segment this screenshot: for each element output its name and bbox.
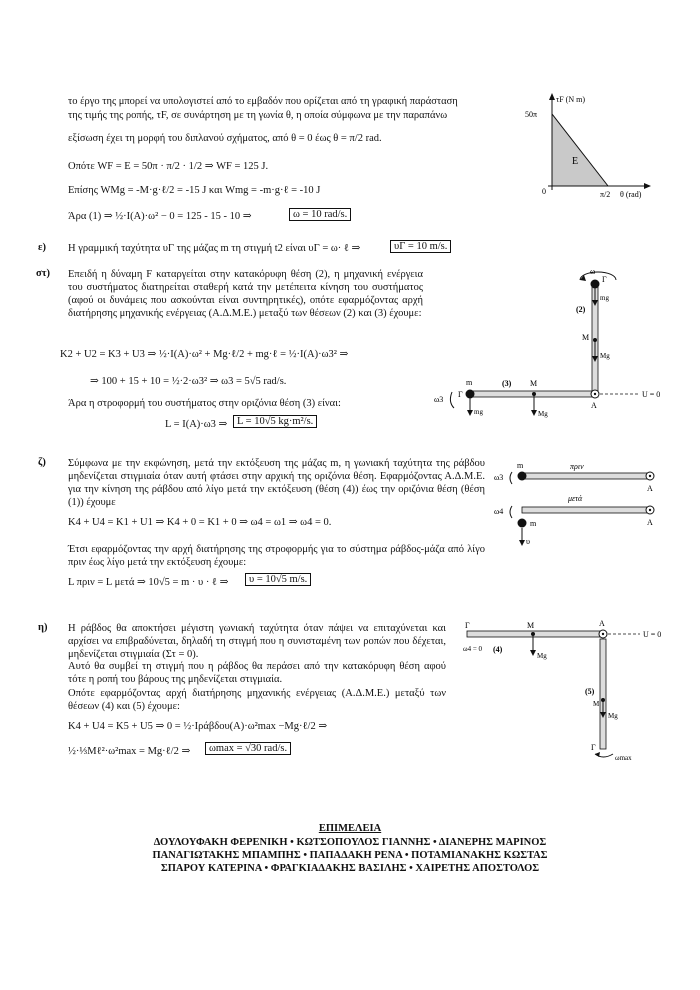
part-h-paragraph2: Αυτό θα συμβεί τη στιγμή που η ράβδος θα περάσει από την κατακόρυφη θέση αφού τότε η ροπή του βάρους της μηδενίζεται στιγμιαία. (68, 661, 446, 685)
fig-st-mg-left: mg (474, 408, 483, 416)
fig-z-after: μετά (568, 494, 583, 503)
fig-h-M: M (527, 621, 535, 630)
credits-line1: ΔΟΥΛΟΥΦΑΚΗ ΦΕΡΕΝΙΚΗ • ΚΩΤΣΟΠΟΥΛΟΣ ΓΙΑΝΝΗΣ • ΔΙΑΝΕΡΗΣ ΜΑΡΙΝΟΣ (153, 837, 547, 848)
fig-h-M-vertical: M (593, 700, 600, 708)
graph-area-label: E (572, 156, 579, 167)
fig-st-gamma-left: Γ (458, 390, 463, 399)
credits-line3: ΣΠΑΡΟΥ ΚΑΤΕΡΙΝΑ • ΦΡΑΓΚΙΑΔΑΚΗΣ ΒΑΣΙΛΗΣ • ΧΑΙΡΕΤΗΣ ΑΠΟΣΤΟΛΟΣ (160, 863, 540, 874)
figure-launch-before-after (490, 458, 675, 553)
fig-h-Mg-horizontal: Mg (537, 652, 547, 660)
fig-h-omega4: ω4 = 0 (463, 645, 483, 653)
fig-h-pos4: (4) (493, 645, 503, 654)
fig-z-before: πριν (570, 462, 584, 471)
part-st-energy-eq2: ⇒ 100 + 15 + 10 = ½·2·ω3² ⇒ ω3 = 5√5 rad/s. (90, 376, 287, 387)
part-h-paragraph: Η ράβδος θα αποκτήσει μέγιστη γωνιακή ταχύτητα όταν πάψει να επιταχύνεται και αρχίσει να επιβραδύνεται, δηλαδή τη στιγμή που η συνισταμένη των ροπών που δέχεται, μηδενίζεται στιγμιαία (Στ = 0). (68, 623, 446, 660)
fig-z-m-bottom: m (530, 519, 537, 528)
fig-st-m-left: m (466, 378, 473, 387)
part-z-momentum-eq: L πριν = L μετά ⇒ 10√5 = m · υ · ℓ ⇒ (68, 577, 229, 588)
fig-st-gamma-top: Γ (602, 275, 607, 284)
fig-z-A-top: A (647, 484, 653, 493)
part-h-result-box: ωmax = √30 rad/s. (205, 742, 291, 755)
fig-st-A: A (591, 401, 597, 410)
graph-y-axis-label: τF (N m) (556, 95, 585, 104)
part-st-paragraph: Επειδή η δύναμη F καταργείται στην κατακόρυφη θέση (2), η μηχανική ενέργεια του συστήματος διατηρείται σταθερή κατά την μετέπειτα κίνηση του συστήματος (αφού οι δυνάμεις που ασκούνται είναι συντηρητικές), οπότε εφαρμόζοντας αρχή διατήρησης μηχανικής ενέργειας (Α.Δ.Μ.Ε.) μεταξύ των θέσεων (2) και (3) έχουμε: (68, 269, 423, 319)
fig-h-omega-max: ωmax (615, 754, 632, 762)
part-z-label: ζ) (38, 457, 46, 468)
figure-rod-positions-2-3 (430, 262, 680, 432)
fig-st-omega3: ω3 (434, 395, 444, 404)
fig-st-pos3: (3) (502, 379, 512, 388)
credits-line2: ΠΑΝΑΓΙΩΤΑΚΗΣ ΜΠΑΜΠΗΣ • ΠΑΠΑΔΑΚΗ ΡΕΝΑ • ΠΟΤΑΜΙΑΝΑΚΗΣ ΚΩΣΤΑΣ (152, 850, 548, 861)
graph-origin: 0 (542, 187, 546, 196)
torque-angle-graph (520, 90, 680, 210)
fig-st-top-omega: ω (590, 267, 596, 276)
fig-st-U0: U = 0 (642, 390, 661, 399)
fig-st-Mg-horizontal: Mg (538, 410, 548, 418)
part-z-result-box: υ = 10√5 m/s. (245, 573, 311, 586)
fig-h-A: A (599, 619, 605, 628)
part-z-paragraph: Σύμφωνα με την εκφώνηση, μετά την εκτόξευση της μάζας m, η γωνιακή ταχύτητα της ράβδου μηδενίζεται στιγμιαία όταν αυτή φτάσει στην αρχική της οριζόνια θέση. Εφαρμόζοντας Α.Δ.Μ.Ε. για την κίνηση της ράβδου από λίγο μετά την εκτόξευση (θέση (4)) έως την οριζόνια θέση (θέση (1)) έχουμε (68, 458, 485, 508)
part-d-intro-line1: το έργο της μπορεί να υπολογιστεί από το εμβαδόν που ορίζεται από τη γραφική παράσταση (68, 96, 458, 107)
result-omega-box: ω = 10 rad/s. (289, 208, 351, 221)
part-e-label: ε) (38, 242, 46, 253)
part-d-intro-line2: της τιμής της ροπής, τF, σε συνάρτηση με τη γωνία θ, η οποία σύμφωνα με την παραπάνω (68, 110, 448, 121)
credits-heading: ΕΠΙΜΕΛΕΙΑ (318, 823, 382, 834)
figure-rod-positions-4-5 (455, 618, 680, 763)
part-d-intro-line3: εξίσωση έχει τη μορφή του διπλανού σχήματος, από θ = 0 έως θ = π/2 rad. (68, 133, 382, 144)
part-st-energy-eq1: K2 + U2 = K3 + U3 ⇒ ½·I(A)·ω² + Mg·ℓ/2 + mg·ℓ = ½·I(A)·ω3² ⇒ (60, 349, 349, 360)
fig-st-mg-top: mg (600, 294, 609, 302)
part-h-label: η) (38, 622, 48, 633)
graph-x-tick: π/2 (600, 190, 611, 199)
fig-h-pos5: (5) (585, 687, 595, 696)
fig-h-gamma-left: Γ (465, 621, 470, 630)
part-st-result-box: L = 10√5 kg·m²/s. (233, 415, 317, 428)
part-z-energy-eq: K4 + U4 = K1 + U1 ⇒ K4 + 0 = K1 + 0 ⇒ ω4 = ω1 ⇒ ω4 = 0. (68, 517, 332, 528)
fig-st-pos2: (2) (576, 305, 586, 314)
fig-h-Mg-vertical: Mg (608, 712, 618, 720)
fig-h-U0: U = 0 (643, 630, 662, 639)
fig-z-v: υ (526, 537, 530, 546)
part-h-energy-eq2: ½·⅓Mℓ²·ω²max = Mg·ℓ/2 ⇒ (68, 746, 191, 757)
equation-work-force: Οπότε WF = E = 50π · π/2 · 1/2 ⇒ WF = 125 J. (68, 161, 269, 172)
part-e-text: Η γραμμική ταχύτητα υΓ της μάζας m τη στιγμή t2 είναι υΓ = ω· ℓ ⇒ (68, 243, 361, 254)
equation-energy-omega: Άρα (1) ⇒ ½·I(A)·ω² − 0 = 125 - 15 - 10 ⇒ (68, 211, 252, 222)
equation-work-weights: Επίσης WMg = -M·g·ℓ/2 = -15 J και Wmg = -m·g·ℓ = -10 J (68, 185, 321, 196)
fig-z-A-bottom: A (647, 518, 653, 527)
fig-st-M-horizontal: M (530, 379, 538, 388)
part-h-paragraph3: Οπότε εφαρμόζοντας αρχή διατήρησης μηχανικής ενέργειας (Α.Δ.Μ.Ε.) μεταξύ των θέσεων (4) και (5) έχουμε: (68, 688, 446, 712)
graph-x-axis-label: θ (rad) (620, 190, 642, 199)
fig-z-m-top: m (517, 461, 524, 470)
part-h-energy-eq1: K4 + U4 = K5 + U5 ⇒ 0 = ½·Iράβδου(Α)·ω²max −Mg·ℓ/2 ⇒ (68, 721, 328, 732)
part-st-angular-momentum-text: Άρα η στροφορμή του συστήματος στην οριζόνια θέση (3) είναι: (68, 398, 341, 409)
part-e-result-box: υΓ = 10 m/s. (390, 240, 451, 253)
part-st-label: στ) (36, 268, 51, 279)
work-area-triangle (552, 114, 608, 186)
fig-h-gamma-bottom: Γ (591, 743, 596, 752)
fig-z-omega3: ω3 (494, 473, 504, 482)
fig-st-M-vertical: M (582, 333, 590, 342)
graph-y-tick: 50π (525, 110, 538, 119)
fig-z-omega4: ω4 (494, 507, 504, 516)
fig-st-Mg-vertical: Mg (600, 352, 610, 360)
part-z-paragraph2: Έτσι εφαρμόζοντας την αρχή διατήρησης της στροφορμής για το σύστημα ράβδος-μάζα από λίγο πριν έως λίγο μετά την εκτόξευση έχουμε: (68, 544, 485, 568)
part-st-angular-momentum-eq: L = I(A)·ω3 ⇒ (165, 419, 228, 430)
